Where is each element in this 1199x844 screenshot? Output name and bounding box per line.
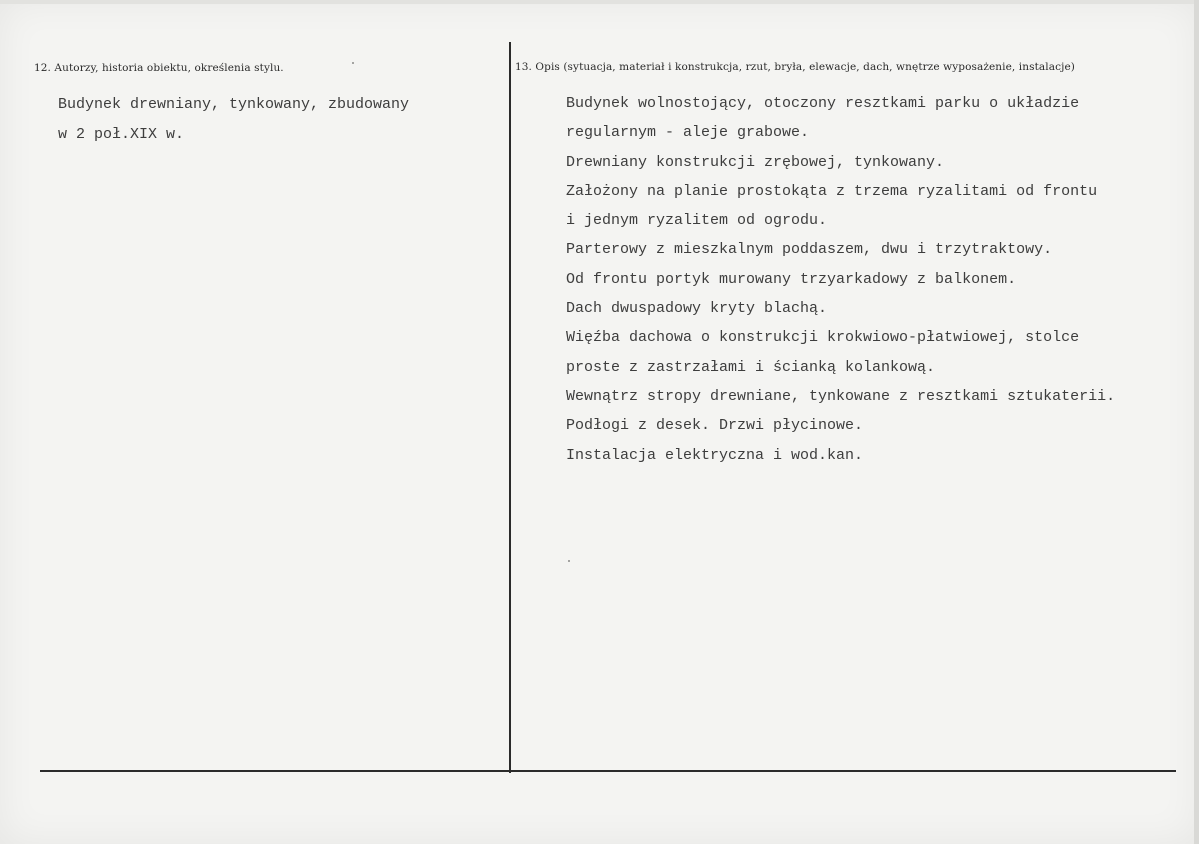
bottom-rule — [40, 770, 1176, 772]
paper-speck — [352, 62, 354, 64]
column-divider — [509, 42, 511, 773]
section-12-text — [58, 90, 488, 150]
paper-edge-right — [1194, 0, 1199, 844]
section-13-line: regularnym - aleje grabowe. — [566, 124, 810, 142]
section-13-line: Wewnątrz stropy drewniane, tynkowane z resztkami sztukaterii. — [566, 387, 1116, 405]
section-13-heading: 13. Opis (sytuacja, materiał i konstrukcja, rzut, bryła, elewacje, dach, wnętrze wyposażenie, instalacje) — [515, 61, 1075, 73]
section-13-line: Instalacja elektryczna i wod.kan. — [566, 446, 864, 464]
section-13-line: Drewniany konstrukcji zrębowej, tynkowany. — [566, 153, 945, 171]
section-13-line: Od frontu portyk murowany trzyarkadowy z balkonem. — [566, 270, 1017, 288]
paper-speck — [568, 560, 570, 562]
section-13-line: Budynek wolnostojący, otoczony resztkami parku o układzie — [566, 95, 1080, 112]
section-13-line: i jednym ryzalitem od ogrodu. — [566, 212, 828, 230]
section-13-line: Parterowy z mieszkalnym poddaszem, dwu i trzytraktowy. — [566, 241, 1053, 259]
section-12-line: w 2 poł.XIX w. — [58, 126, 185, 143]
section-13-line: Podłogi z desek. Drzwi płycinowe. — [566, 417, 864, 435]
section-13-line: proste z zastrzałami i ścianką kolankową. — [566, 358, 936, 376]
section-13-line: Dach dwuspadowy kryty blachą. — [566, 300, 828, 318]
section-13-text — [566, 89, 1186, 470]
paper-edge-top — [0, 0, 1199, 4]
section-12-heading: 12. Autorzy, historia obiektu, określenia stylu. — [34, 62, 284, 74]
section-13-line: Więźba dachowa o konstrukcji krokwiowo-płatwiowej, stolce — [566, 329, 1080, 347]
section-13-line: Założony na planie prostokąta z trzema ryzalitami od frontu — [566, 182, 1098, 200]
section-12-line: Budynek drewniany, tynkowany, zbudowany — [58, 96, 410, 113]
